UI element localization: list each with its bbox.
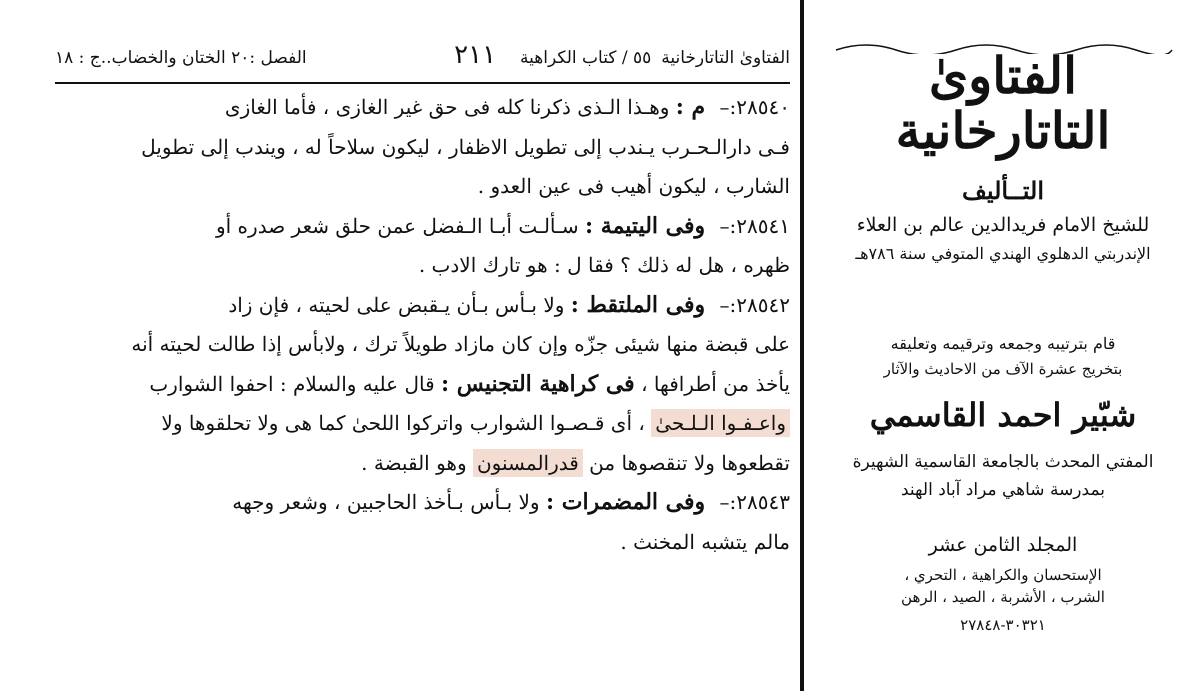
title-page-panel [806,0,1200,691]
paragraph-28540 [50,88,790,207]
body-text [50,88,790,562]
paragraph-number: ٢٨٥٤٠:– [719,95,790,119]
source-label: وفى المضمرات : [545,489,706,515]
text-line [50,207,790,247]
text-line [50,365,790,405]
column-divider [800,0,804,691]
text-segment: وهو القبضة . [361,450,467,475]
book-title: الفتاوىٰ التاتارخانية [895,46,1111,160]
highlighted-phrase: قدرالمسنون [473,449,583,477]
source-label: وفى اليتيمة : [585,212,706,239]
text-segment: قال عليه والسلام : احفوا الشوارب [149,371,435,396]
header-page-number: ٢١١ [454,40,497,70]
source-label: م : [675,94,706,120]
editor-institution: بمدرسة شاهي مراد آباد الهند [901,480,1105,500]
paragraph-number: ٢٨٥٤١:– [719,213,790,238]
paragraph-number: ٢٨٥٤٣:– [719,490,790,514]
author-heading: التــأليف [962,176,1044,205]
editor-name: شبّير احمد القاسمي [869,396,1137,434]
text-line: على قبضة منها شيئى جزّه وإن كان مازاد طويلاً ترك ، ولابأس إذا طالت لحيته أنه [131,332,790,356]
text-line [50,404,790,444]
source-label: فى كراهية التجنيس : [441,370,635,397]
text-line [50,88,790,128]
header-rule [55,82,790,84]
header-chapter: الفصل :٢٠ الختان والخضاب..ج : ١٨ [55,48,307,68]
header-book-title: الفتاوىٰ التاتارخانية [661,48,790,68]
editor-role: قام بترتيبه وجمعه وترقيمه وتعليقه [890,334,1116,353]
text-line [50,286,790,326]
text-segment: يأخذ من أطرافها ، [641,371,790,396]
author-name: للشيخ الامام فريدالدين عالم بن العلاء [856,214,1150,236]
text-line: مالم يتشبه المخنث . [620,529,790,554]
paragraph-28542 [50,286,790,484]
text-line: فـى دارالـحـرب يـندب إلى تطويل الاظفار ، ليكون سلاحاً له ، ويندب إلى تطويل [141,134,790,159]
running-header [55,40,790,78]
text-segment: ولا بـأس بـأخذ الحاجبين ، وشعر وجهه [232,490,540,514]
volume-contents: الشرب ، الأشربة ، الصيد ، الرهن [901,588,1105,606]
volume-number-range: ٣٠٣٢١-٢٧٨٤٨ [960,616,1046,634]
header-book-part: ٥٥ / كتاب الكراهية [520,48,652,68]
text-segment: وهـذا الـذى ذكرنا كله فى حق غير الغازى ، فأما الغازى [224,95,670,119]
text-segment: ولا بـأس بـأن يـقبض على لحيته ، فإن زاد [228,292,565,317]
text-line: الشارب ، ليكون أهيب فى عين العدو . [477,174,790,198]
paragraph-number: ٢٨٥٤٢:– [719,292,790,317]
editor-description: بتخريج عشرة الآف من الاحاديث والآثار [883,360,1123,378]
volume-label: المجلد الثامن عشر [928,534,1078,556]
text-line: ظهره ، هل له ذلك ؟ فقا ل : هو تارك الادب . [418,253,790,277]
paragraph-28541 [50,207,790,286]
text-segment: تقطعوها ولا تنقصوها من [589,450,790,475]
source-label: وفى الملتقط : [570,291,706,318]
author-origin: الإندربتي الدهلوي الهندي المتوفي سنة ٧٨٦هـ [855,244,1151,263]
volume-contents: الإستحسان والكراهية ، التحري ، [904,566,1102,584]
text-segment: ، أى قـصـوا الشوارب واتركوا اللحىٰ كما هى ولا تحلقوها ولا [161,411,645,435]
text-segment: سـألـت أبـا الـفضل عمن حلق شعر صدره أو [215,213,579,238]
text-line [50,444,790,484]
paragraph-28543 [50,483,790,562]
editor-title: المفتي المحدث بالجامعة القاسمية الشهيرة [852,452,1154,472]
text-line [50,483,790,523]
highlighted-phrase: واعـفـوا الـلـحىٰ [651,409,790,437]
